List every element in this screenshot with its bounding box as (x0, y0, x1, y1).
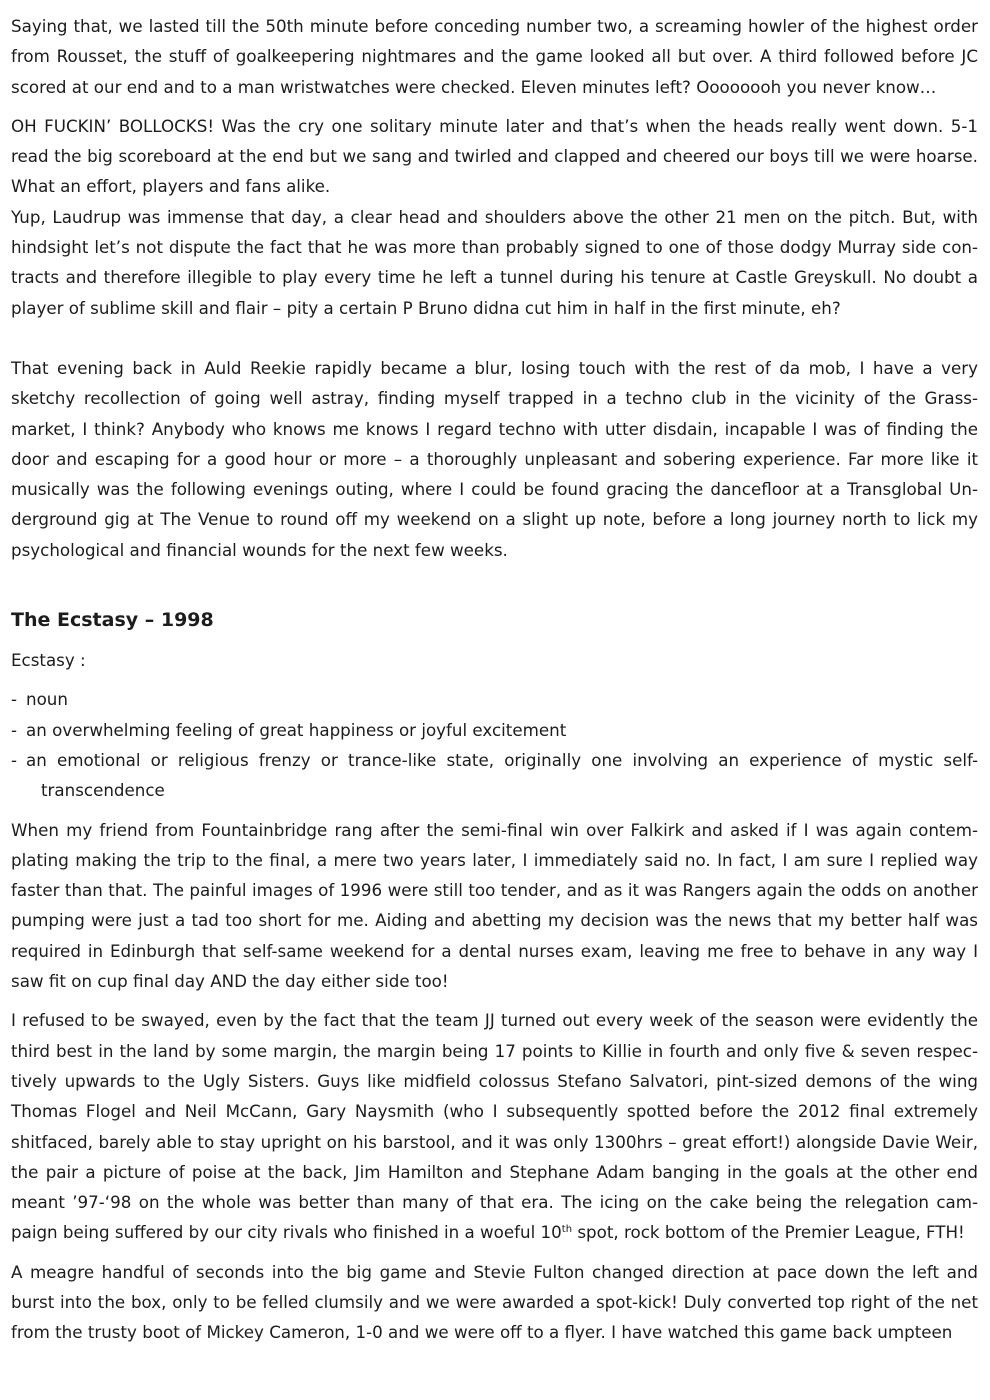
section-heading: The Ecstasy – 1998 (11, 609, 214, 632)
paragraph-fountainbridge: When my friend from Fountainbridge rang after the semi-final win over Falkirk and asked if I was again contem-plating making the trip to the final, a mere two years later, I immediately said no. In fact, I am sure I replied way faster than that. The painful images of 1996 were still too tender, and as it was Rangers again the odds on another pumping were just a tad too short for me. Aiding and abetting my decision was the news that my better half was required in Edinburgh that self-same weekend for a dental nurses exam, leaving me free to behave in any way I saw fit on cup final day AND the day either side too! (11, 819, 978, 992)
definition-item: - noun (11, 689, 68, 710)
paragraph-season-review: I refused to be swayed, even by the fact that the team JJ turned out every week of the season were evidently the third best in the land by some margin, the margin being 17 points to Killie in fourth and only five & seven respec-tively upwards to the Ugly Sisters. Guys like midfield colossus Stefano Salvatori, pint-sized demons of the wing Thomas Flogel and Neil McCann, Gary Naysmith (who I subsequently spotted before the 2012 final extremely shitfaced, barely able to stay upright on his barstool, and it was only 1300hrs – great effort!) alongside Davie Weir, the pair a picture of poise at the back, Jim Hamilton and Stephane Adam banging in the goals at the other end meant ’97-‘98 on the whole was better than many of that era. The icing on the cake being the relegation cam-paign being suffered by our city rivals who finished in a woeful 10th spot, rock bottom of the Premier League, FTH! (11, 1010, 978, 1243)
paragraph-laudrup: Yup, Laudrup was immense that day, a clear head and shoulders above the other 21 men on the pitch. But, with hindsight let’s not dispute the fact that he was more than probably signed to one of those dodgy Murray side con-tracts and therefore illegible to play every time he left a tunnel during his tenure at Castle Greyskull. No doubt a player of sublime skill and flair – pity a certain P Bruno didna cut him in half in the first minute, eh? (11, 206, 978, 318)
paragraph-auld-reekie: That evening back in Auld Reekie rapidly became a blur, losing touch with the rest of da mob, I have a very sketchy recollection of going well astray, finding myself trapped in a techno club in the vicinity of the Grass-market, I think? Anybody who knows me knows I regard techno with utter disdain, incapable I was of finding the door and escaping for a good hour or more – a thoroughly unpleasant and sobering experience. Far more like it musically was the following evenings outing, where I could be found gracing the dancefloor at a Transglobal Un-derground gig at The Venue to round off my weekend on a slight up note, before a long journey north to lick my psychological and financial wounds for the next few weeks. (11, 357, 978, 560)
definition-term: Ecstasy : (11, 650, 86, 671)
definition-item: - an overwhelming feeling of great happiness or joyful excitement (11, 719, 567, 740)
paragraph-fifth-goal: OH FUCKIN’ BOLLOCKS! Was the cry one solitary minute later and that’s when the heads really went down. 5-1 read the big scoreboard at the end but we sang and twirled and clapped and cheered our boys till we were hoarse. What an effort, players and fans alike. (11, 115, 978, 197)
definition-item: - an emotional or religious frenzy or trance-like state, originally one involving an experience of mystic self-transcendence (11, 749, 978, 801)
definition-list (11, 684, 978, 805)
paragraph-second-goal: Saying that, we lasted till the 50th minute before conceding number two, a screaming howler of the highest order from Rousset, the stuff of goalkeepering nightmares and the game looked all but over. A third followed before JC scored at our end and to a man wristwatches were checked. Eleven minutes left? Oooooooh you never know… (11, 16, 978, 97)
paragraph-penalty: A meagre handful of seconds into the big game and Stevie Fulton changed direction at pace down the left and burst into the box, only to be felled clumsily and we were awarded a spot-kick! Duly converted top right of the net from the trusty boot of Mickey Cameron, 1-0 and we were off to a flyer. I have watched this game back umpteen (11, 1261, 978, 1343)
